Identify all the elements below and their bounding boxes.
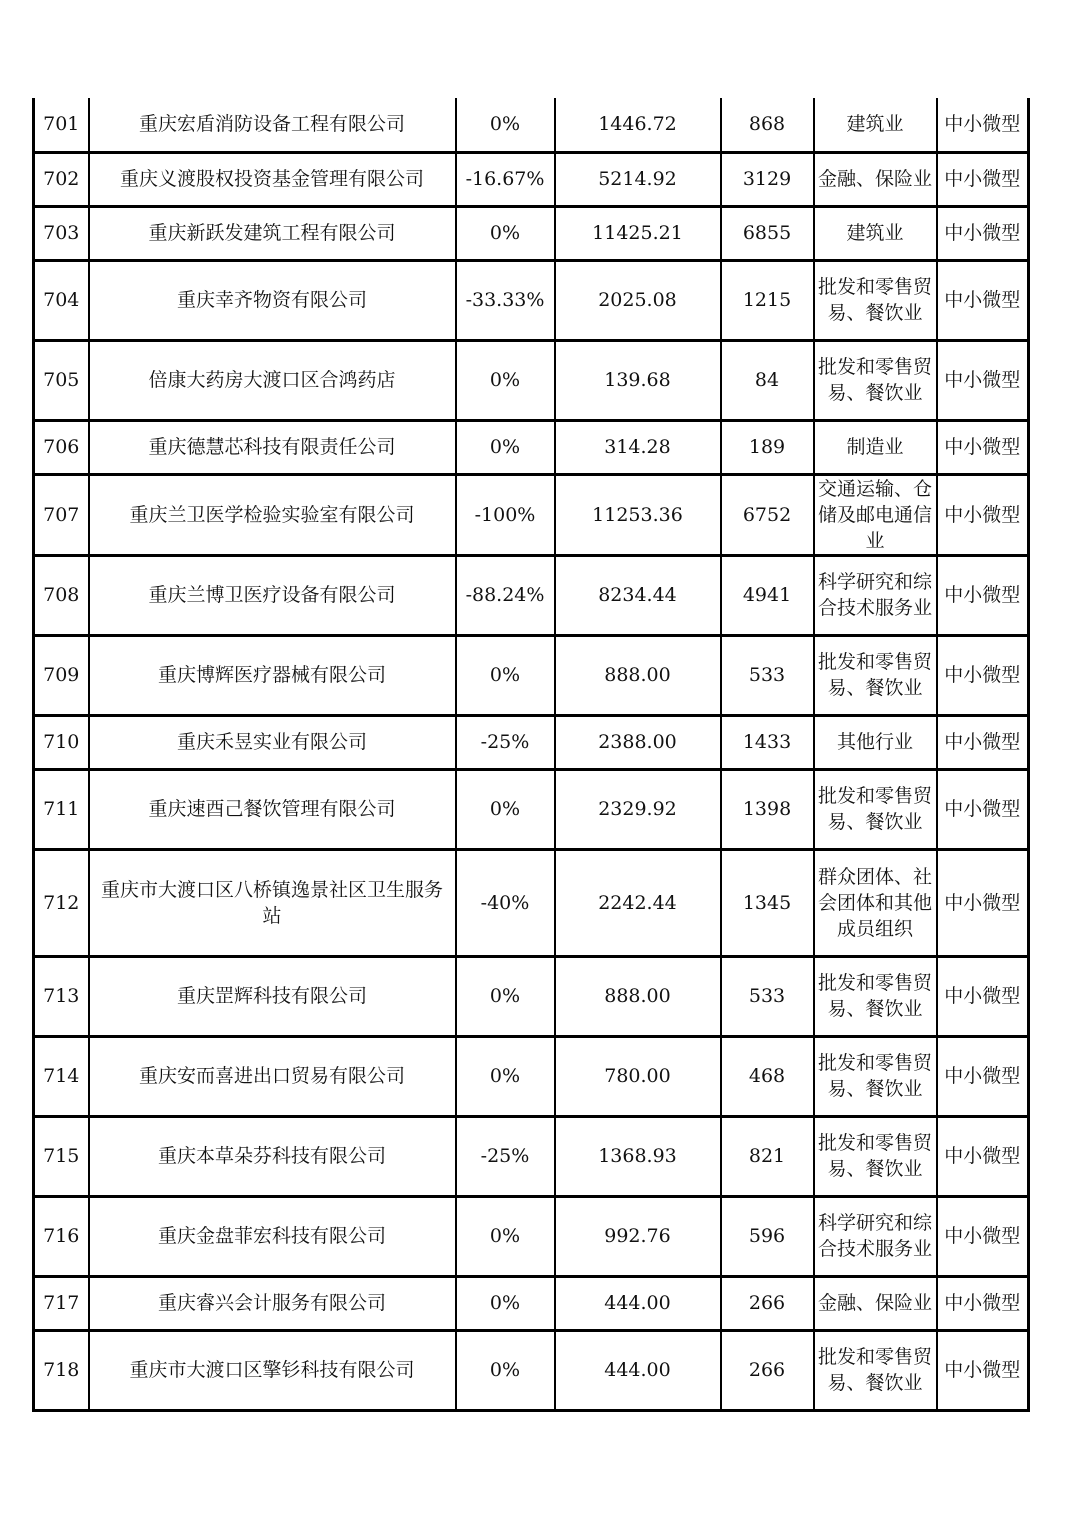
enterprise-type-cell: 中小微型	[937, 152, 1029, 206]
enterprise-type-cell: 中小微型	[937, 98, 1029, 152]
change-rate-cell: -100%	[456, 474, 555, 555]
change-rate-cell: -33.33%	[456, 260, 555, 340]
table-row	[34, 1276, 1029, 1330]
count-value-cell: 1433	[721, 715, 814, 769]
industry-cell: 金融、保险业	[814, 152, 937, 206]
industry-cell: 批发和零售贸易、餐饮业	[814, 260, 937, 340]
table-row	[34, 715, 1029, 769]
table-row	[34, 769, 1029, 849]
company-name-cell: 重庆博辉医疗器械有限公司	[89, 635, 456, 715]
amount-value-cell: 888.00	[555, 635, 721, 715]
enterprise-type-cell: 中小微型	[937, 635, 1029, 715]
amount-value-cell: 1446.72	[555, 98, 721, 152]
industry-cell: 批发和零售贸易、餐饮业	[814, 635, 937, 715]
change-rate-cell: 0%	[456, 956, 555, 1036]
row-number-cell: 713	[34, 956, 89, 1036]
company-name-cell: 重庆新跃发建筑工程有限公司	[89, 206, 456, 260]
amount-value-cell: 992.76	[555, 1196, 721, 1276]
company-name-cell: 重庆兰博卫医疗设备有限公司	[89, 555, 456, 635]
enterprise-type-cell: 中小微型	[937, 769, 1029, 849]
industry-cell: 批发和零售贸易、餐饮业	[814, 1330, 937, 1410]
company-name-cell: 重庆禾昱实业有限公司	[89, 715, 456, 769]
row-number-cell: 706	[34, 420, 89, 474]
enterprise-type-cell: 中小微型	[937, 474, 1029, 555]
industry-cell: 批发和零售贸易、餐饮业	[814, 956, 937, 1036]
company-name-cell: 重庆市大渡口区擎钐科技有限公司	[89, 1330, 456, 1410]
count-value-cell: 1345	[721, 849, 814, 956]
row-number-cell: 704	[34, 260, 89, 340]
table-row	[34, 152, 1029, 206]
count-value-cell: 596	[721, 1196, 814, 1276]
enterprise-table	[32, 98, 1030, 1412]
industry-cell: 群众团体、社会团体和其他成员组织	[814, 849, 937, 956]
row-number-cell: 708	[34, 555, 89, 635]
change-rate-cell: -40%	[456, 849, 555, 956]
count-value-cell: 266	[721, 1276, 814, 1330]
change-rate-cell: 0%	[456, 420, 555, 474]
count-value-cell: 3129	[721, 152, 814, 206]
row-number-cell: 710	[34, 715, 89, 769]
company-name-cell: 重庆罡辉科技有限公司	[89, 956, 456, 1036]
company-name-cell: 重庆安而喜进出口贸易有限公司	[89, 1036, 456, 1116]
row-number-cell: 701	[34, 98, 89, 152]
amount-value-cell: 444.00	[555, 1330, 721, 1410]
amount-value-cell: 2388.00	[555, 715, 721, 769]
enterprise-type-cell: 中小微型	[937, 956, 1029, 1036]
count-value-cell: 6855	[721, 206, 814, 260]
count-value-cell: 189	[721, 420, 814, 474]
company-name-cell: 重庆幸齐物资有限公司	[89, 260, 456, 340]
count-value-cell: 821	[721, 1116, 814, 1196]
company-name-cell: 重庆宏盾消防设备工程有限公司	[89, 98, 456, 152]
amount-value-cell: 139.68	[555, 340, 721, 420]
table-row	[34, 474, 1029, 555]
count-value-cell: 468	[721, 1036, 814, 1116]
table-row	[34, 635, 1029, 715]
change-rate-cell: 0%	[456, 206, 555, 260]
industry-cell: 科学研究和综合技术服务业	[814, 1196, 937, 1276]
company-name-cell: 重庆睿兴会计服务有限公司	[89, 1276, 456, 1330]
table-row	[34, 1196, 1029, 1276]
table-row	[34, 420, 1029, 474]
change-rate-cell: 0%	[456, 1276, 555, 1330]
table-row	[34, 340, 1029, 420]
count-value-cell: 868	[721, 98, 814, 152]
table-row	[34, 956, 1029, 1036]
count-value-cell: 6752	[721, 474, 814, 555]
enterprise-type-cell: 中小微型	[937, 1330, 1029, 1410]
enterprise-type-cell: 中小微型	[937, 340, 1029, 420]
amount-value-cell: 314.28	[555, 420, 721, 474]
change-rate-cell: 0%	[456, 1330, 555, 1410]
industry-cell: 批发和零售贸易、餐饮业	[814, 769, 937, 849]
company-name-cell: 倍康大药房大渡口区合鸿药店	[89, 340, 456, 420]
amount-value-cell: 780.00	[555, 1036, 721, 1116]
table-row	[34, 1330, 1029, 1410]
change-rate-cell: 0%	[456, 1036, 555, 1116]
amount-value-cell: 2242.44	[555, 849, 721, 956]
count-value-cell: 1398	[721, 769, 814, 849]
industry-cell: 建筑业	[814, 98, 937, 152]
amount-value-cell: 444.00	[555, 1276, 721, 1330]
company-name-cell: 重庆金盘菲宏科技有限公司	[89, 1196, 456, 1276]
industry-cell: 其他行业	[814, 715, 937, 769]
row-number-cell: 707	[34, 474, 89, 555]
change-rate-cell: -25%	[456, 715, 555, 769]
enterprise-type-cell: 中小微型	[937, 420, 1029, 474]
enterprise-type-cell: 中小微型	[937, 555, 1029, 635]
industry-cell: 金融、保险业	[814, 1276, 937, 1330]
table-row	[34, 1116, 1029, 1196]
enterprise-type-cell: 中小微型	[937, 849, 1029, 956]
industry-cell: 批发和零售贸易、餐饮业	[814, 340, 937, 420]
company-name-cell: 重庆市大渡口区八桥镇逸景社区卫生服务站	[89, 849, 456, 956]
count-value-cell: 533	[721, 635, 814, 715]
count-value-cell: 4941	[721, 555, 814, 635]
amount-value-cell: 8234.44	[555, 555, 721, 635]
change-rate-cell: -88.24%	[456, 555, 555, 635]
enterprise-type-cell: 中小微型	[937, 1196, 1029, 1276]
table-row	[34, 849, 1029, 956]
count-value-cell: 1215	[721, 260, 814, 340]
industry-cell: 批发和零售贸易、餐饮业	[814, 1116, 937, 1196]
change-rate-cell: 0%	[456, 769, 555, 849]
row-number-cell: 702	[34, 152, 89, 206]
amount-value-cell: 2025.08	[555, 260, 721, 340]
amount-value-cell: 5214.92	[555, 152, 721, 206]
change-rate-cell: -16.67%	[456, 152, 555, 206]
row-number-cell: 717	[34, 1276, 89, 1330]
enterprise-type-cell: 中小微型	[937, 1116, 1029, 1196]
enterprise-type-cell: 中小微型	[937, 1276, 1029, 1330]
change-rate-cell: 0%	[456, 98, 555, 152]
company-name-cell: 重庆兰卫医学检验实验室有限公司	[89, 474, 456, 555]
company-name-cell: 重庆速酉己餐饮管理有限公司	[89, 769, 456, 849]
count-value-cell: 266	[721, 1330, 814, 1410]
company-name-cell: 重庆义渡股权投资基金管理有限公司	[89, 152, 456, 206]
table-row	[34, 1036, 1029, 1116]
row-number-cell: 715	[34, 1116, 89, 1196]
table-row	[34, 555, 1029, 635]
row-number-cell: 711	[34, 769, 89, 849]
change-rate-cell: 0%	[456, 340, 555, 420]
change-rate-cell: 0%	[456, 635, 555, 715]
table-row	[34, 98, 1029, 152]
industry-cell: 批发和零售贸易、餐饮业	[814, 1036, 937, 1116]
change-rate-cell: -25%	[456, 1116, 555, 1196]
row-number-cell: 705	[34, 340, 89, 420]
count-value-cell: 533	[721, 956, 814, 1036]
industry-cell: 制造业	[814, 420, 937, 474]
table-row	[34, 260, 1029, 340]
enterprise-type-cell: 中小微型	[937, 206, 1029, 260]
row-number-cell: 703	[34, 206, 89, 260]
count-value-cell: 84	[721, 340, 814, 420]
change-rate-cell: 0%	[456, 1196, 555, 1276]
row-number-cell: 716	[34, 1196, 89, 1276]
amount-value-cell: 2329.92	[555, 769, 721, 849]
amount-value-cell: 11425.21	[555, 206, 721, 260]
industry-cell: 交通运输、仓储及邮电通信业	[814, 474, 937, 555]
table-body	[34, 98, 1029, 1410]
company-name-cell: 重庆本草朵芬科技有限公司	[89, 1116, 456, 1196]
table-row	[34, 206, 1029, 260]
industry-cell: 建筑业	[814, 206, 937, 260]
row-number-cell: 712	[34, 849, 89, 956]
enterprise-type-cell: 中小微型	[937, 715, 1029, 769]
industry-cell: 科学研究和综合技术服务业	[814, 555, 937, 635]
amount-value-cell: 888.00	[555, 956, 721, 1036]
company-name-cell: 重庆德慧芯科技有限责任公司	[89, 420, 456, 474]
enterprise-type-cell: 中小微型	[937, 260, 1029, 340]
row-number-cell: 718	[34, 1330, 89, 1410]
row-number-cell: 709	[34, 635, 89, 715]
amount-value-cell: 1368.93	[555, 1116, 721, 1196]
row-number-cell: 714	[34, 1036, 89, 1116]
enterprise-type-cell: 中小微型	[937, 1036, 1029, 1116]
amount-value-cell: 11253.36	[555, 474, 721, 555]
